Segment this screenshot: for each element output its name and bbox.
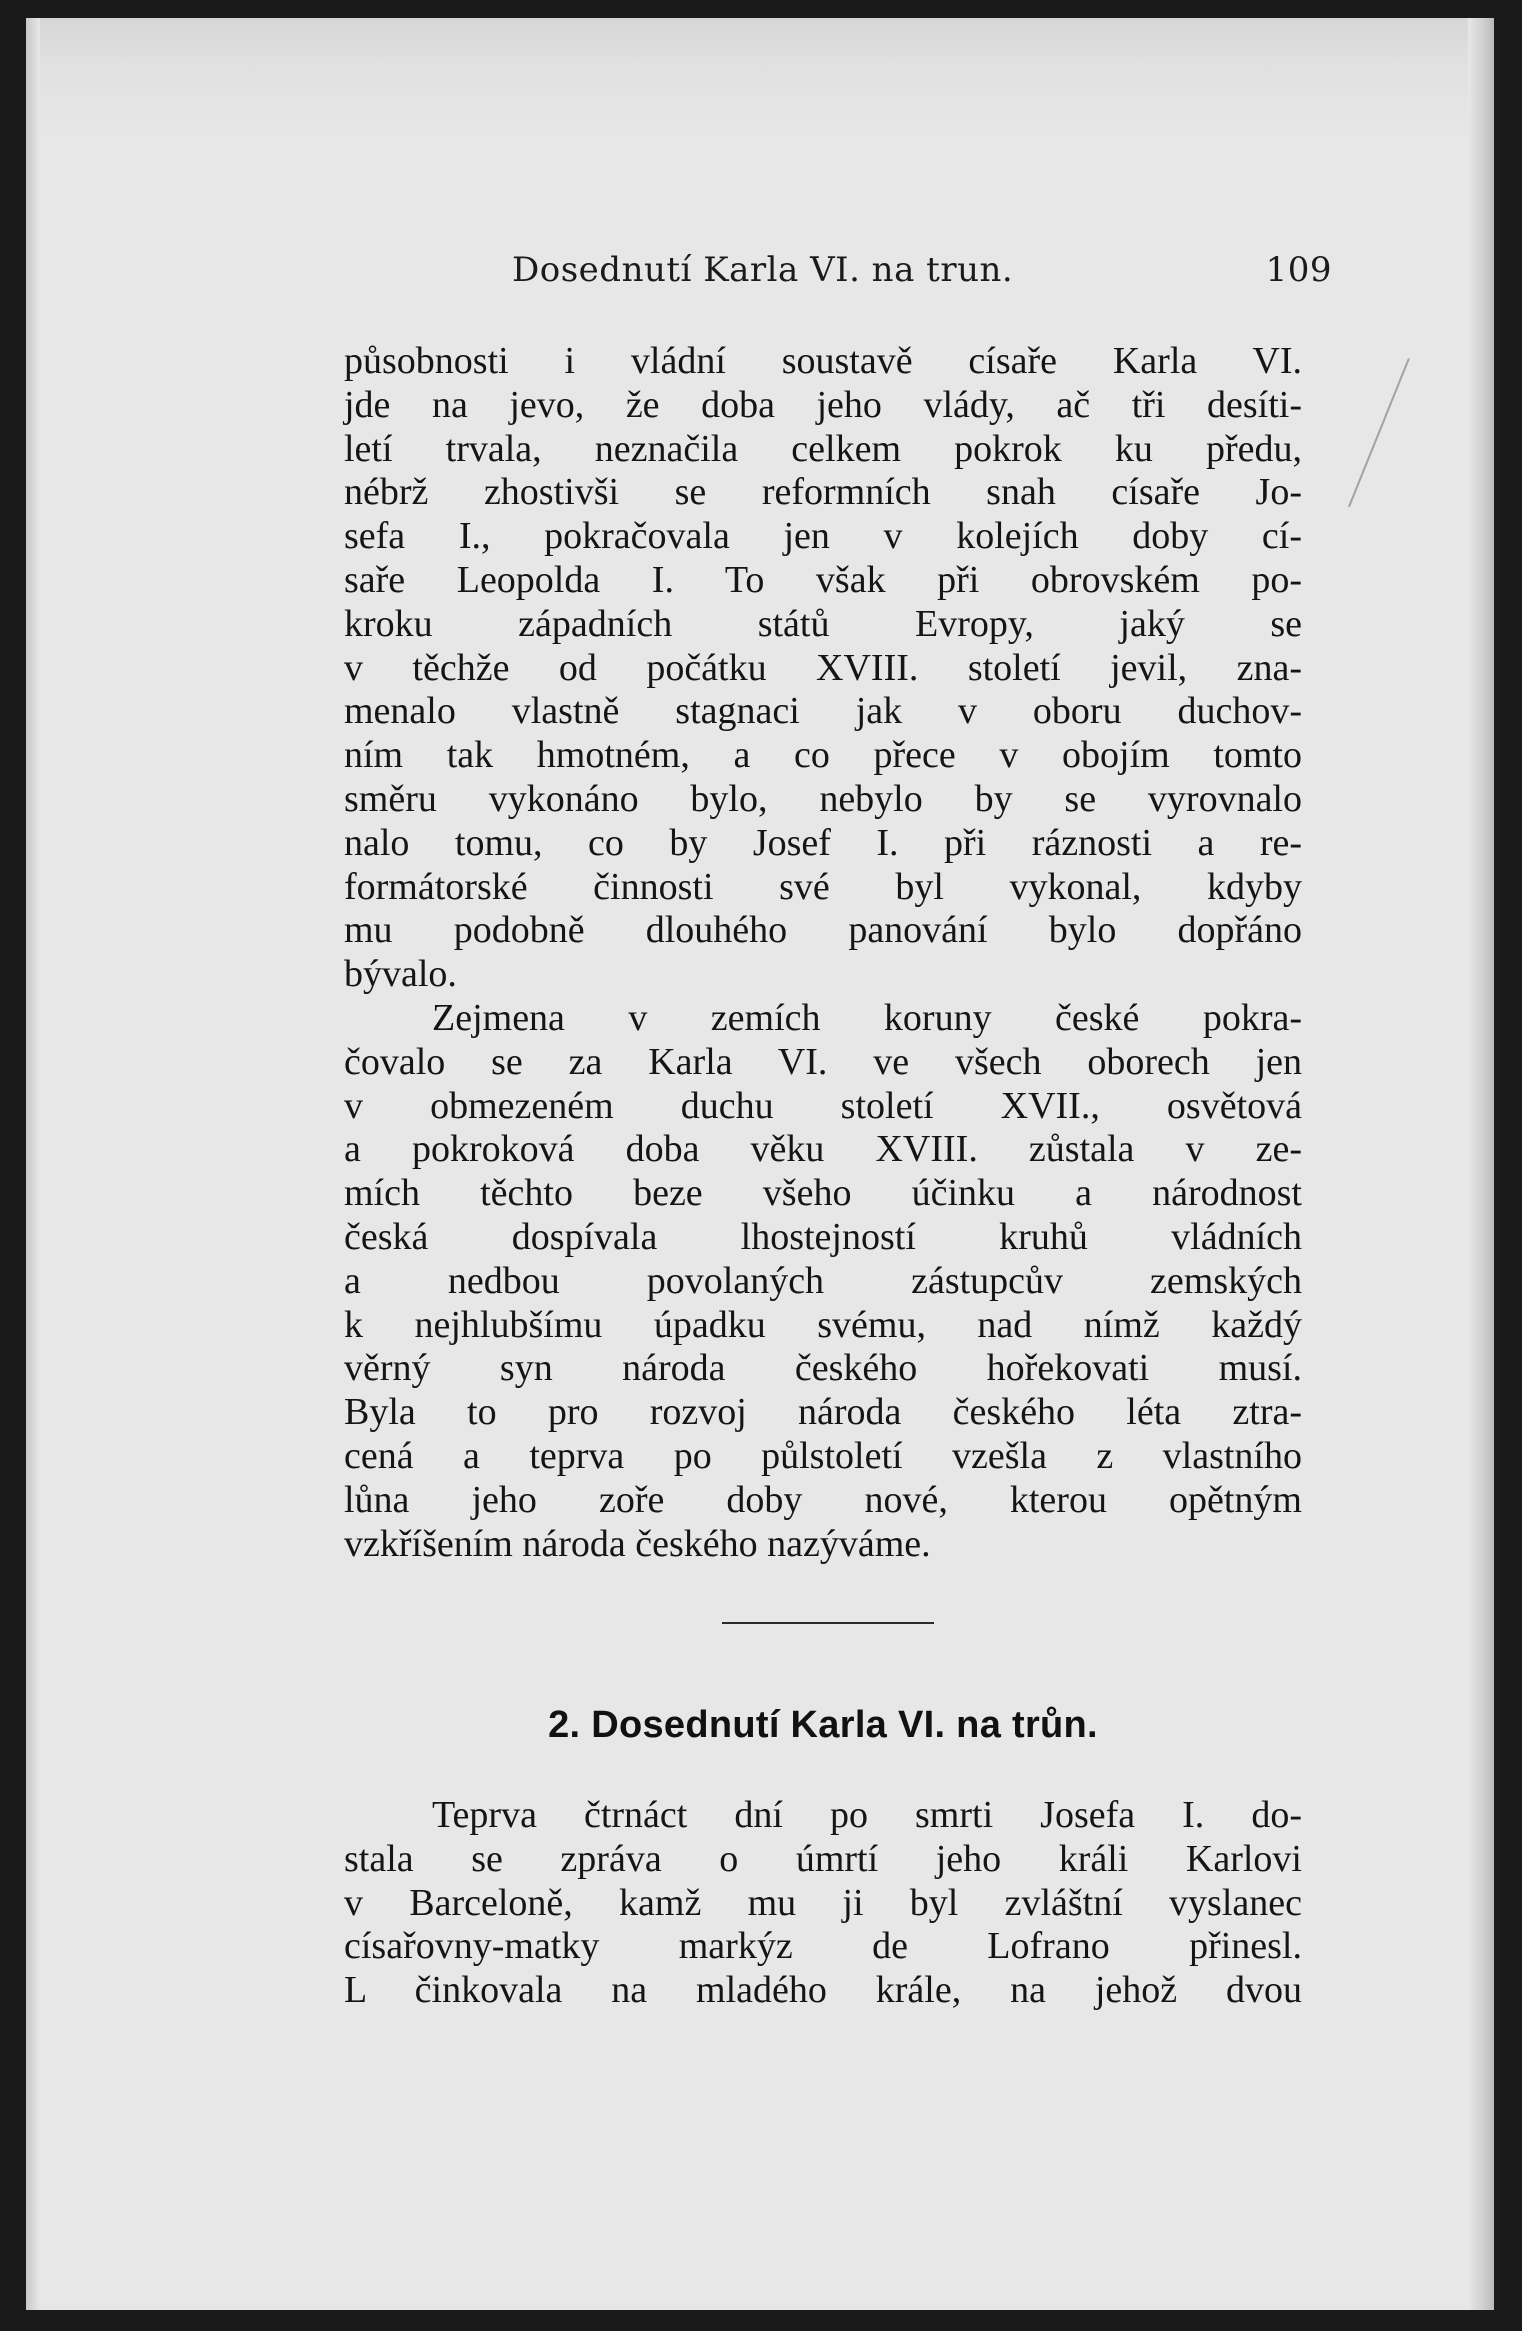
text-line: v těchže od počátku XVIII. století jevil, zna-: [344, 646, 1302, 689]
scan-shadow-top: [26, 18, 1494, 138]
text-line: císařovny-matky markýz de Lofrano přinesl.: [344, 1925, 1302, 1968]
text-line: v obmezeném duchu století XVII., osvětová: [344, 1084, 1302, 1127]
book-page: [26, 18, 1494, 2310]
running-head-title: Dosednutí Karla VI. na trun.: [512, 250, 1014, 290]
text-line: formátorské činnosti své byl vykonal, kdyby: [344, 865, 1302, 908]
text-line: čovalo se za Karla VI. ve všech oborech jen: [344, 1040, 1302, 1083]
scan-edge-left: [26, 18, 40, 2310]
running-head: [512, 250, 1332, 290]
section-divider: [722, 1622, 934, 1624]
text-line: směru vykonáno bylo, nebylo by se vyrovnalo: [344, 777, 1302, 820]
text-line: saře Leopolda I. To však při obrovském po-: [344, 558, 1302, 601]
text-line: v Barceloně, kamž mu ji byl zvláštní vyslanec: [344, 1881, 1302, 1924]
text-line: česká dospívala lhostejností kruhů vládních: [344, 1215, 1302, 1258]
body-text: [344, 340, 1302, 1566]
text-line: nalo tomu, co by Josef I. při ráznosti a re-: [344, 821, 1302, 864]
text-line: kroku západních států Evropy, jaký se: [344, 602, 1302, 645]
scan-edge-right: [1468, 18, 1494, 2310]
text-line: působnosti i vládní soustavě císaře Karla VI.: [344, 340, 1302, 382]
text-line: a nedbou povolaných zástupcův zemských: [344, 1259, 1302, 1302]
text-line: cená a teprva po půlstoletí vzešla z vlastního: [344, 1434, 1302, 1477]
text-line: stala se zpráva o úmrtí jeho králi Karlovi: [344, 1837, 1302, 1880]
text-line: menalo vlastně stagnaci jak v oboru duchov-: [344, 690, 1302, 733]
text-line: věrný syn národa českého hořekovati musí.: [344, 1347, 1302, 1390]
section-heading: 2. Dosednutí Karla VI. na trůn.: [548, 1704, 1098, 1746]
text-line: L činkovala na mladého krále, na jehož dvou: [344, 1969, 1302, 2012]
text-line: ním tak hmotném, a co přece v obojím tomto: [344, 734, 1302, 777]
text-line: vzkříšením národa českého nazýváme.: [344, 1522, 931, 1565]
text-line: letí trvala, neznačila celkem pokrok ku předu,: [344, 427, 1302, 470]
text-line: mu podobně dlouhého panování bylo dopřáno: [344, 909, 1302, 952]
text-line: bývalo.: [344, 953, 457, 996]
text-line: Zejmena v zemích koruny české pokra-: [432, 996, 1302, 1039]
text-line: sefa I., pokračovala jen v kolejích doby cí-: [344, 515, 1302, 558]
text-line: nébrž zhostivši se reformních snah císaře Jo-: [344, 471, 1302, 514]
text-line: lůna jeho zoře doby nové, kterou opětným: [344, 1478, 1302, 1521]
text-line: a pokroková doba věku XVIII. zůstala v ze-: [344, 1128, 1302, 1171]
text-line: k nejhlubšímu úpadku svému, nad nímž každý: [344, 1303, 1302, 1346]
scan-scratch: [1348, 358, 1410, 507]
section-text: [344, 1794, 1302, 2013]
text-line: Teprva čtrnáct dní po smrti Josefa I. do-: [432, 1794, 1302, 1836]
page-number: 109: [1265, 250, 1332, 290]
text-line: Byla to pro rozvoj národa českého léta ztra-: [344, 1391, 1302, 1434]
text-line: jde na jevo, že doba jeho vlády, ač tři desíti-: [344, 383, 1302, 426]
text-line: mích těchto beze všeho účinku a národnost: [344, 1172, 1302, 1215]
